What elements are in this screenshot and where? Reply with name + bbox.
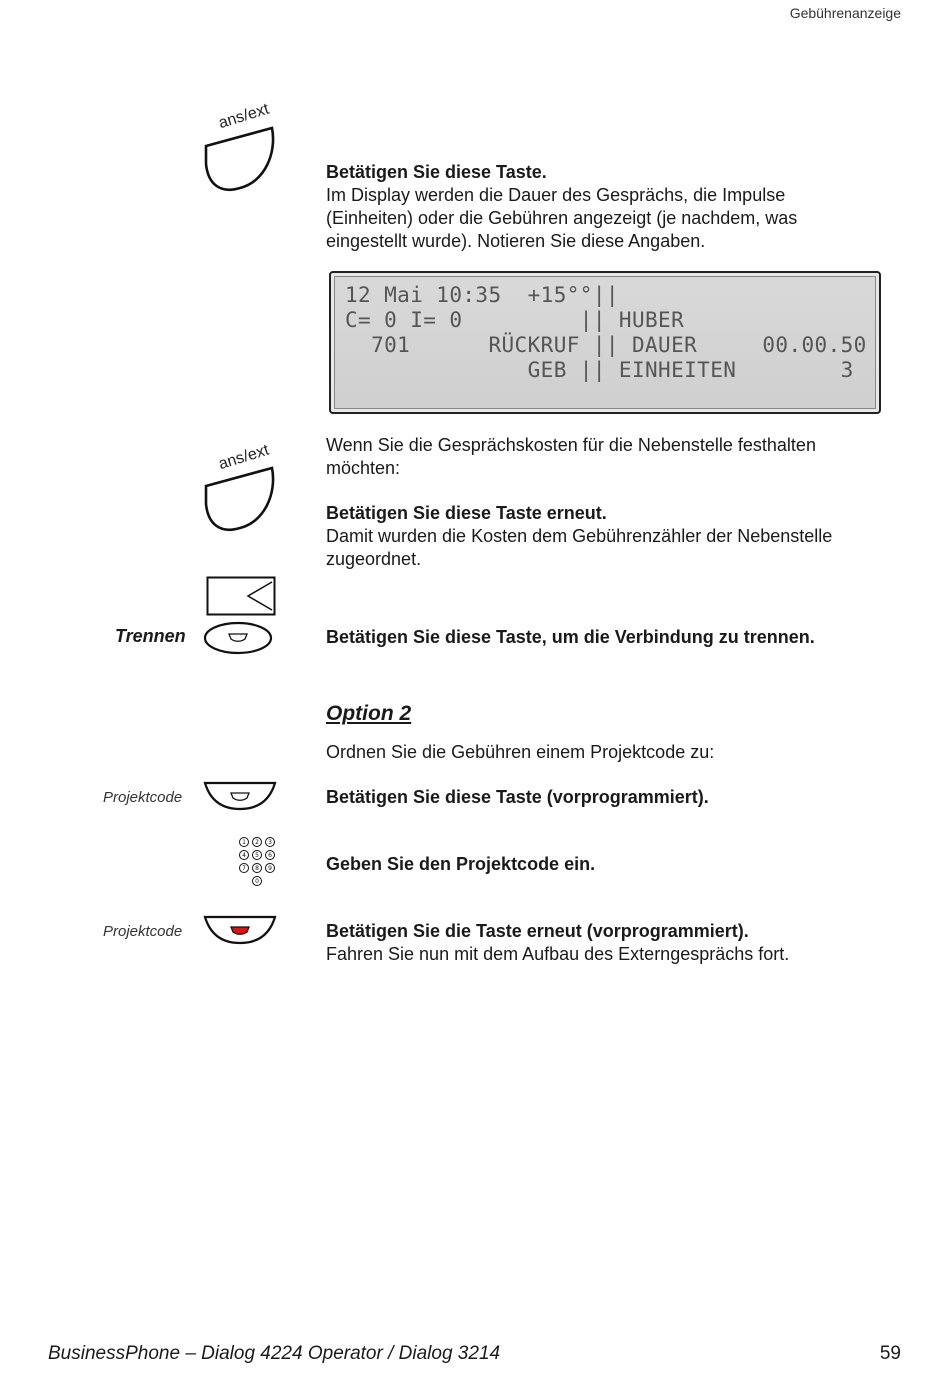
phone-display [329,271,881,414]
projektcode-key-led-icon[interactable] [203,915,277,945]
display-line: 701 RÜCKRUF || DAUER 00.00.50 [345,333,867,357]
keypad-digit: 3 [268,839,272,846]
keypad-digit: 8 [255,865,259,872]
option2-intro: Ordnen Sie die Gebühren einem Projektcode zu: [326,742,715,762]
step1-line: eingestellt wurde). Notieren Sie diese Angaben. [326,231,706,251]
option2-step3-line: Fahren Sie nun mit dem Aufbau des Externgesprächs fort. [326,944,790,964]
projektcode-label: Projektcode [103,789,183,806]
display-line: 12 Mai 10:35 +15°°|| [345,283,619,307]
keypad-digit: 1 [242,839,246,846]
option2-title: Option 2 [326,702,412,725]
step2-intro-line: möchten: [326,458,401,478]
clear-key-icon[interactable] [203,620,275,656]
option2-step3-text [326,920,886,966]
display-line: C= 0 I= 0 || HUBER [345,308,685,332]
step1-text [326,161,886,253]
step1-line: (Einheiten) oder die Gebühren angezeigt (je nachdem, was [326,208,798,228]
display-line: GEB || EINHEITEN 3 [345,358,854,382]
keypad-digit: 9 [268,865,272,872]
option2-step1-title: Betätigen Sie diese Taste (vorprogrammiert). [326,787,709,807]
projektcode-label: Projektcode [103,923,183,940]
step2-intro-line: Wenn Sie die Gesprächskosten für die Nebenstelle festhalten [326,435,816,455]
keypad-digit: 2 [255,839,259,846]
keypad-digit: 0 [255,878,259,885]
header-section-title: Gebührenanzeige [789,5,901,21]
step2-line: Damit wurden die Kosten dem Gebührenzähler der Nebenstelle [326,526,833,546]
page-number: 59 [879,1343,901,1364]
speaker-triangle-icon [206,576,278,618]
option2-step2-title: Geben Sie den Projektcode ein. [326,854,596,874]
projektcode-key-icon[interactable] [203,781,277,811]
step2-text [326,434,886,571]
keypad-digit: 4 [242,852,246,859]
keypad-digit: 5 [255,852,259,859]
key-label-ans-ext: ans/ext [216,100,272,133]
step3-title: Betätigen Sie diese Taste, um die Verbindung zu trennen. [326,627,815,647]
step1-title: Betätigen Sie diese Taste. [326,162,547,182]
trennen-label: Trennen [115,626,186,646]
ans-ext-key-icon[interactable] [200,124,280,194]
footer-doc-title: BusinessPhone – Dialog 4224 Operator / Dialog 3214 [48,1343,501,1364]
keypad-digit: 6 [268,852,272,859]
step2-title: Betätigen Sie diese Taste erneut. [326,503,607,523]
ans-ext-key-icon[interactable] [200,464,280,534]
step2-line: zugeordnet. [326,549,422,569]
keypad-icon [238,836,280,890]
step1-line: Im Display werden die Dauer des Gesprächs, die Impulse [326,185,786,205]
key-label-ans-ext: ans/ext [216,441,272,474]
keypad-digit: 7 [242,865,246,872]
option2-step3-title: Betätigen Sie die Taste erneut (vorprogrammiert). [326,921,749,941]
